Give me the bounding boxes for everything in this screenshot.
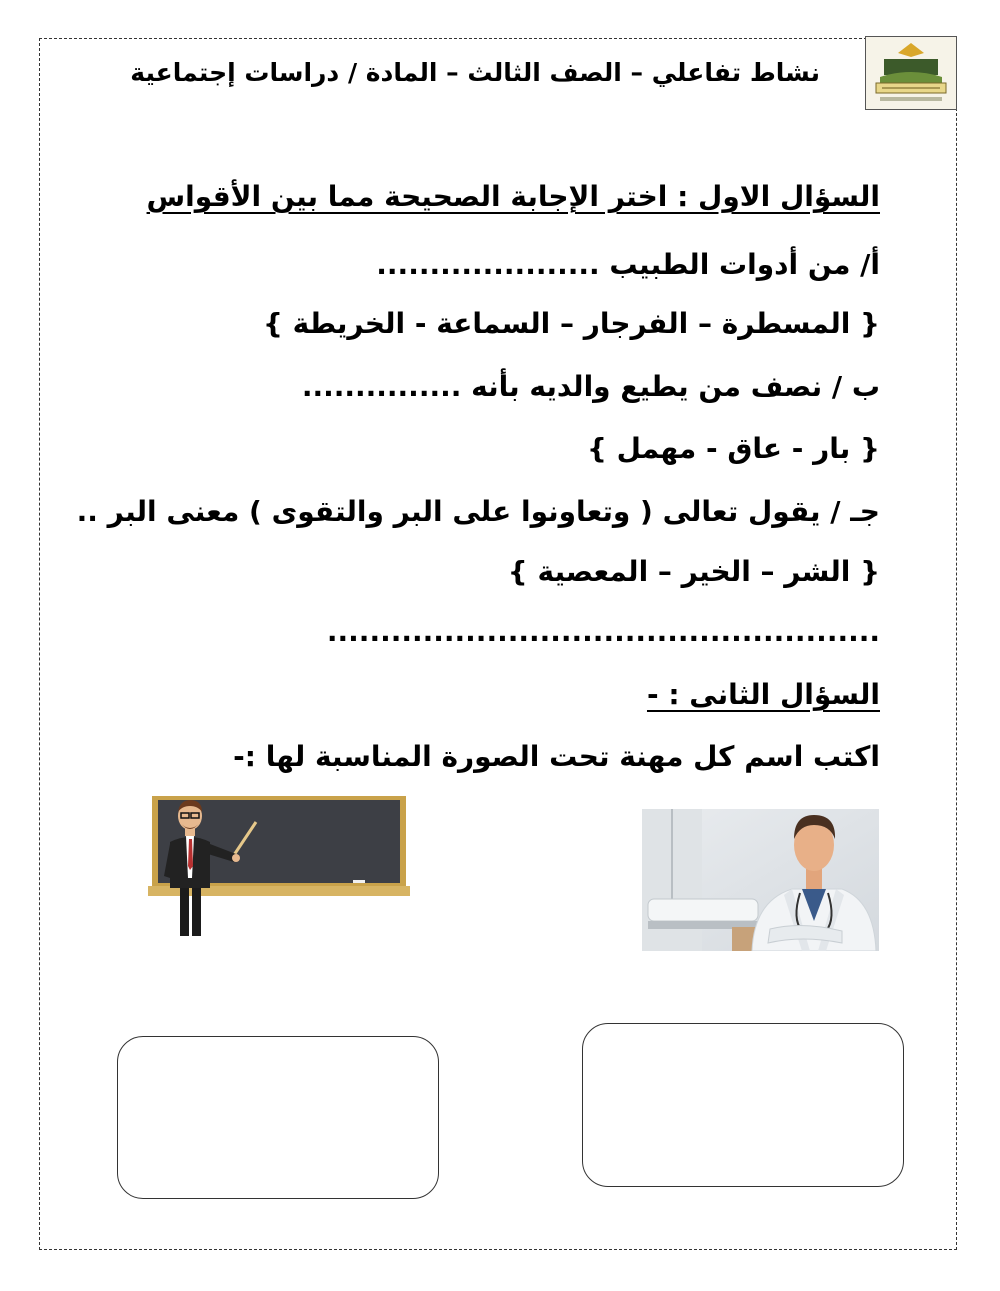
school-logo (865, 36, 957, 110)
answer-box-teacher[interactable] (117, 1036, 439, 1199)
question1-item-c-options[interactable]: { الشر – الخير – المعصية } (507, 555, 880, 588)
question1-heading: السؤال الاول : اختر الإجابة الصحيحة مما بين الأقواس (146, 180, 880, 213)
answer-box-doctor[interactable] (582, 1023, 904, 1187)
doctor-photo (642, 809, 879, 951)
question1-item-b-options[interactable]: { بار - عاق - مهمل } (586, 432, 880, 465)
page-title: نشاط تفاعلي – الصف الثالث – المادة / دراسات إجتماعية (130, 58, 820, 87)
question1-item-c-stem: جـ / يقول تعالى ( وتعاونوا على البر والتقوى ) معنى البر .. (76, 495, 880, 528)
question1-item-b-stem: ب / نصف من يطيع والديه بأنه ............... (301, 370, 880, 403)
teacher-illustration (148, 796, 410, 938)
question2-heading: السؤال الثانى : - (646, 678, 880, 711)
question1-item-a-options[interactable]: { المسطرة – الفرجار – السماعة - الخريطة } (262, 307, 880, 340)
question2-instruction: اكتب اسم كل مهنة تحت الصورة المناسبة لها :- (233, 740, 880, 773)
question1-item-a-stem: أ/ من أدوات الطبيب ..................... (376, 248, 880, 281)
answer-line[interactable]: .................................................... (326, 615, 880, 648)
